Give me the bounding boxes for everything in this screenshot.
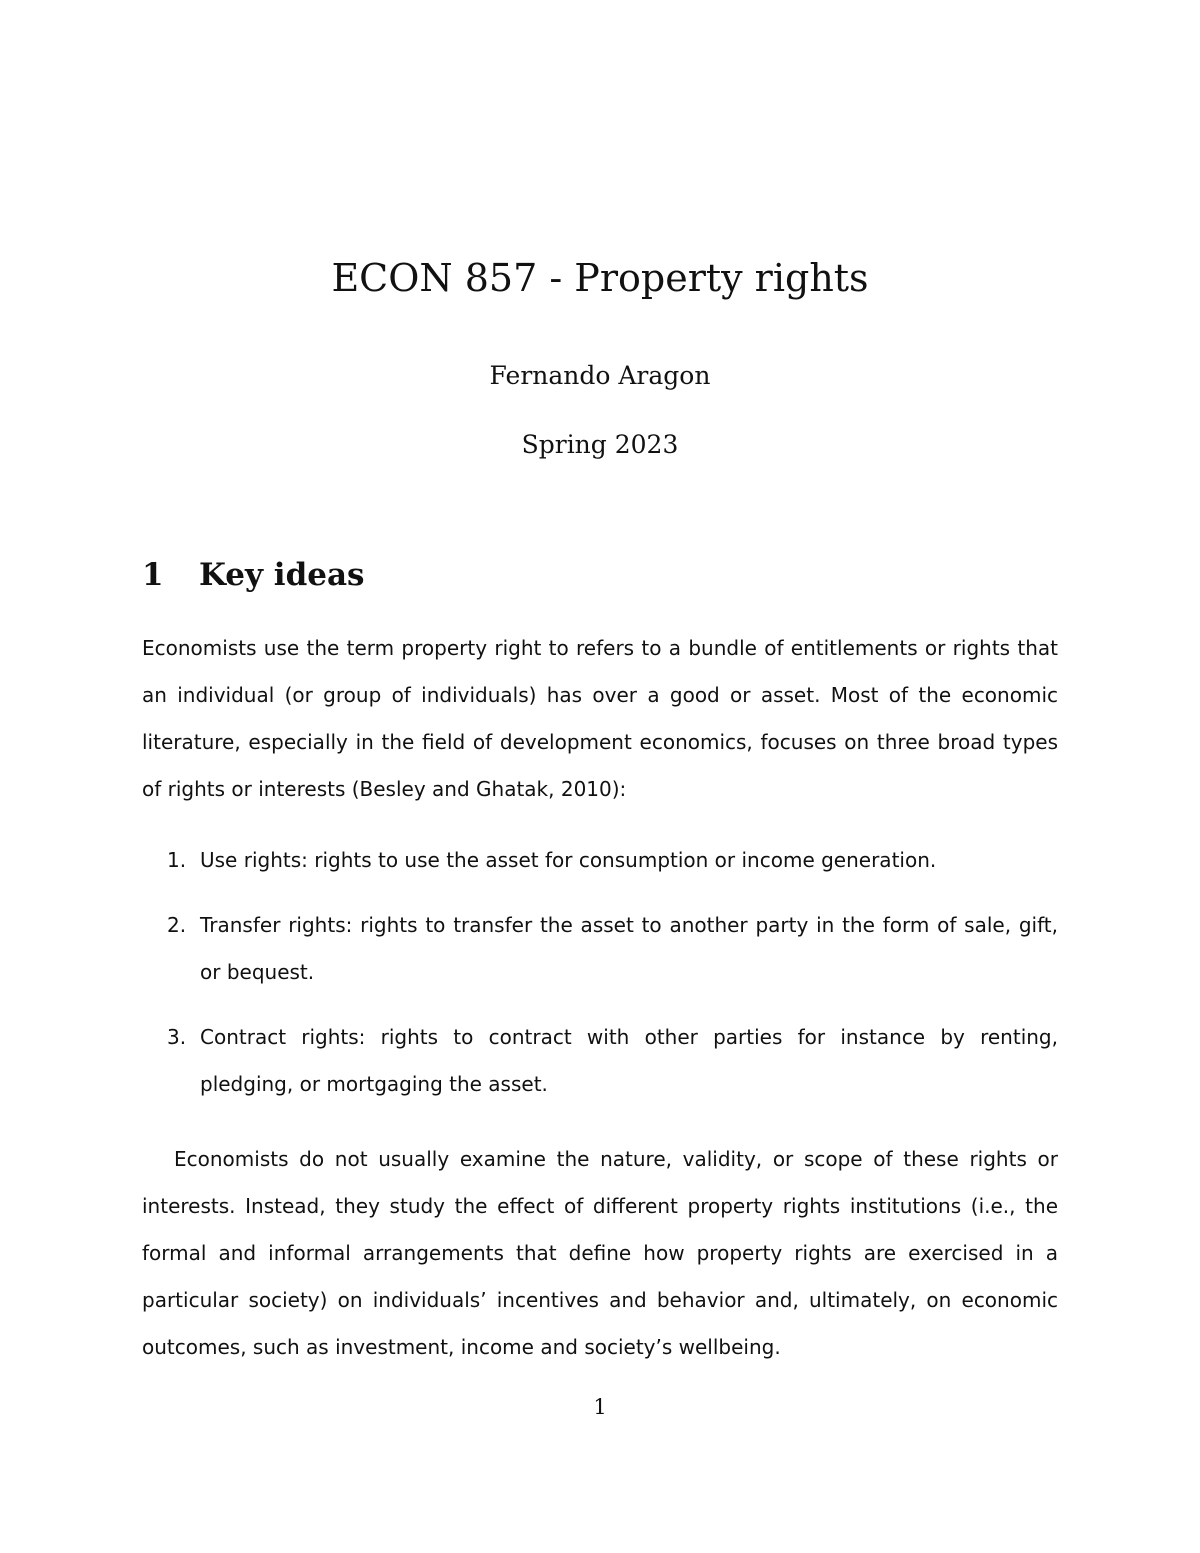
intro-paragraph: Economists use the term property right to refers to a bundle of entitlements or rights that an individual (or group of individuals) has over a good or asset. Most of the economic literature, especially in the field of development economics, focuses on three broad types of rights or interests (Besley and Ghatak, 2010): <box>142 636 1058 801</box>
list-item-number: 2. <box>167 913 187 937</box>
document-title: ECON 857 - Property rights <box>331 256 869 300</box>
document-author: Fernando Aragon <box>489 361 711 390</box>
document-date: Spring 2023 <box>521 430 679 459</box>
section-heading <box>142 553 365 597</box>
body-paragraph: Economists do not usually examine the nature, validity, or scope of these rights or interests. Instead, they study the effect of different property rights institutions (i.e., the formal and informal arrangements that define how property rights are exercised in a particular society) on individuals’ incentives and behavior and, ultimately, on economic outcomes, such as investment, income and society’s wellbeing. <box>142 1147 1058 1359</box>
list-item-text: Transfer rights: rights to transfer the asset to another party in the form of sale, gift, or bequest. <box>200 913 1058 984</box>
section-number: 1 <box>142 557 164 593</box>
page-number: 1 <box>593 1395 607 1419</box>
list-item <box>142 837 1058 884</box>
list-item <box>142 902 1058 996</box>
list-item-number: 3. <box>167 1025 187 1049</box>
section-title: Key ideas <box>199 557 365 593</box>
list-item-text: Use rights: rights to use the asset for consumption or income generation. <box>200 848 937 872</box>
rights-list <box>142 837 1058 1126</box>
list-item <box>142 1014 1058 1108</box>
list-item-number: 1. <box>167 848 187 872</box>
list-item-text: Contract rights: rights to contract with other parties for instance by renting, pledging, or mortgaging the asset. <box>200 1025 1058 1096</box>
